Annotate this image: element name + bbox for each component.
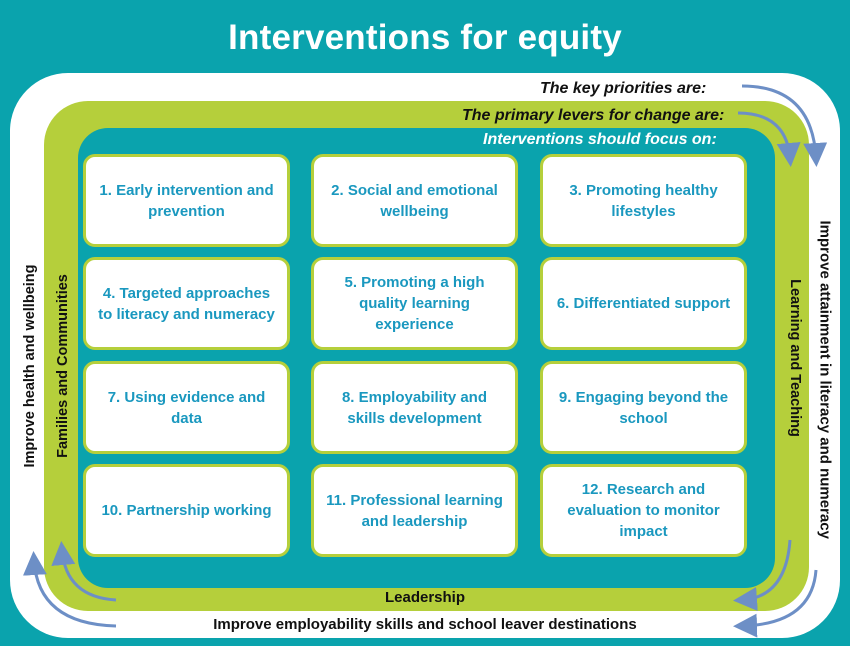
intervention-box-8: 8. Employability and skills development bbox=[311, 361, 518, 454]
intervention-box-4: 4. Targeted approaches to literacy and numeracy bbox=[83, 257, 290, 350]
intervention-box-7: 7. Using evidence and data bbox=[83, 361, 290, 454]
key-priorities-header: The key priorities are: bbox=[540, 80, 707, 97]
primary-levers-header: The primary levers for change are: bbox=[462, 107, 725, 124]
intervention-box-12: 12. Research and evaluation to monitor impact bbox=[540, 464, 747, 557]
priority-health-label: Improve health and wellbeing bbox=[22, 264, 38, 468]
intervention-box-5: 5. Promoting a high quality learning experience bbox=[311, 257, 518, 350]
intervention-box-1: 1. Early intervention and prevention bbox=[83, 154, 290, 247]
interventions-header: Interventions should focus on: bbox=[483, 131, 717, 148]
intervention-box-6: 6. Differentiated support bbox=[540, 257, 747, 350]
diagram-title: Interventions for equity bbox=[228, 18, 622, 57]
intervention-box-10: 10. Partnership working bbox=[83, 464, 290, 557]
lever-leadership-label: Leadership bbox=[384, 589, 466, 606]
intervention-box-3: 3. Promoting healthy lifestyles bbox=[540, 154, 747, 247]
lever-learning-label: Learning and Teaching bbox=[787, 279, 803, 437]
intervention-box-2: 2. Social and emotional wellbeing bbox=[311, 154, 518, 247]
lever-families-label: Families and Communities bbox=[55, 274, 71, 458]
intervention-box-11: 11. Professional learning and leadership bbox=[311, 464, 518, 557]
priority-employability-label: Improve employability skills and school leaver destinations bbox=[213, 616, 637, 633]
priority-literacy-label: Improve attainment in literacy and numeracy bbox=[816, 220, 834, 539]
intervention-box-9: 9. Engaging beyond the school bbox=[540, 361, 747, 454]
